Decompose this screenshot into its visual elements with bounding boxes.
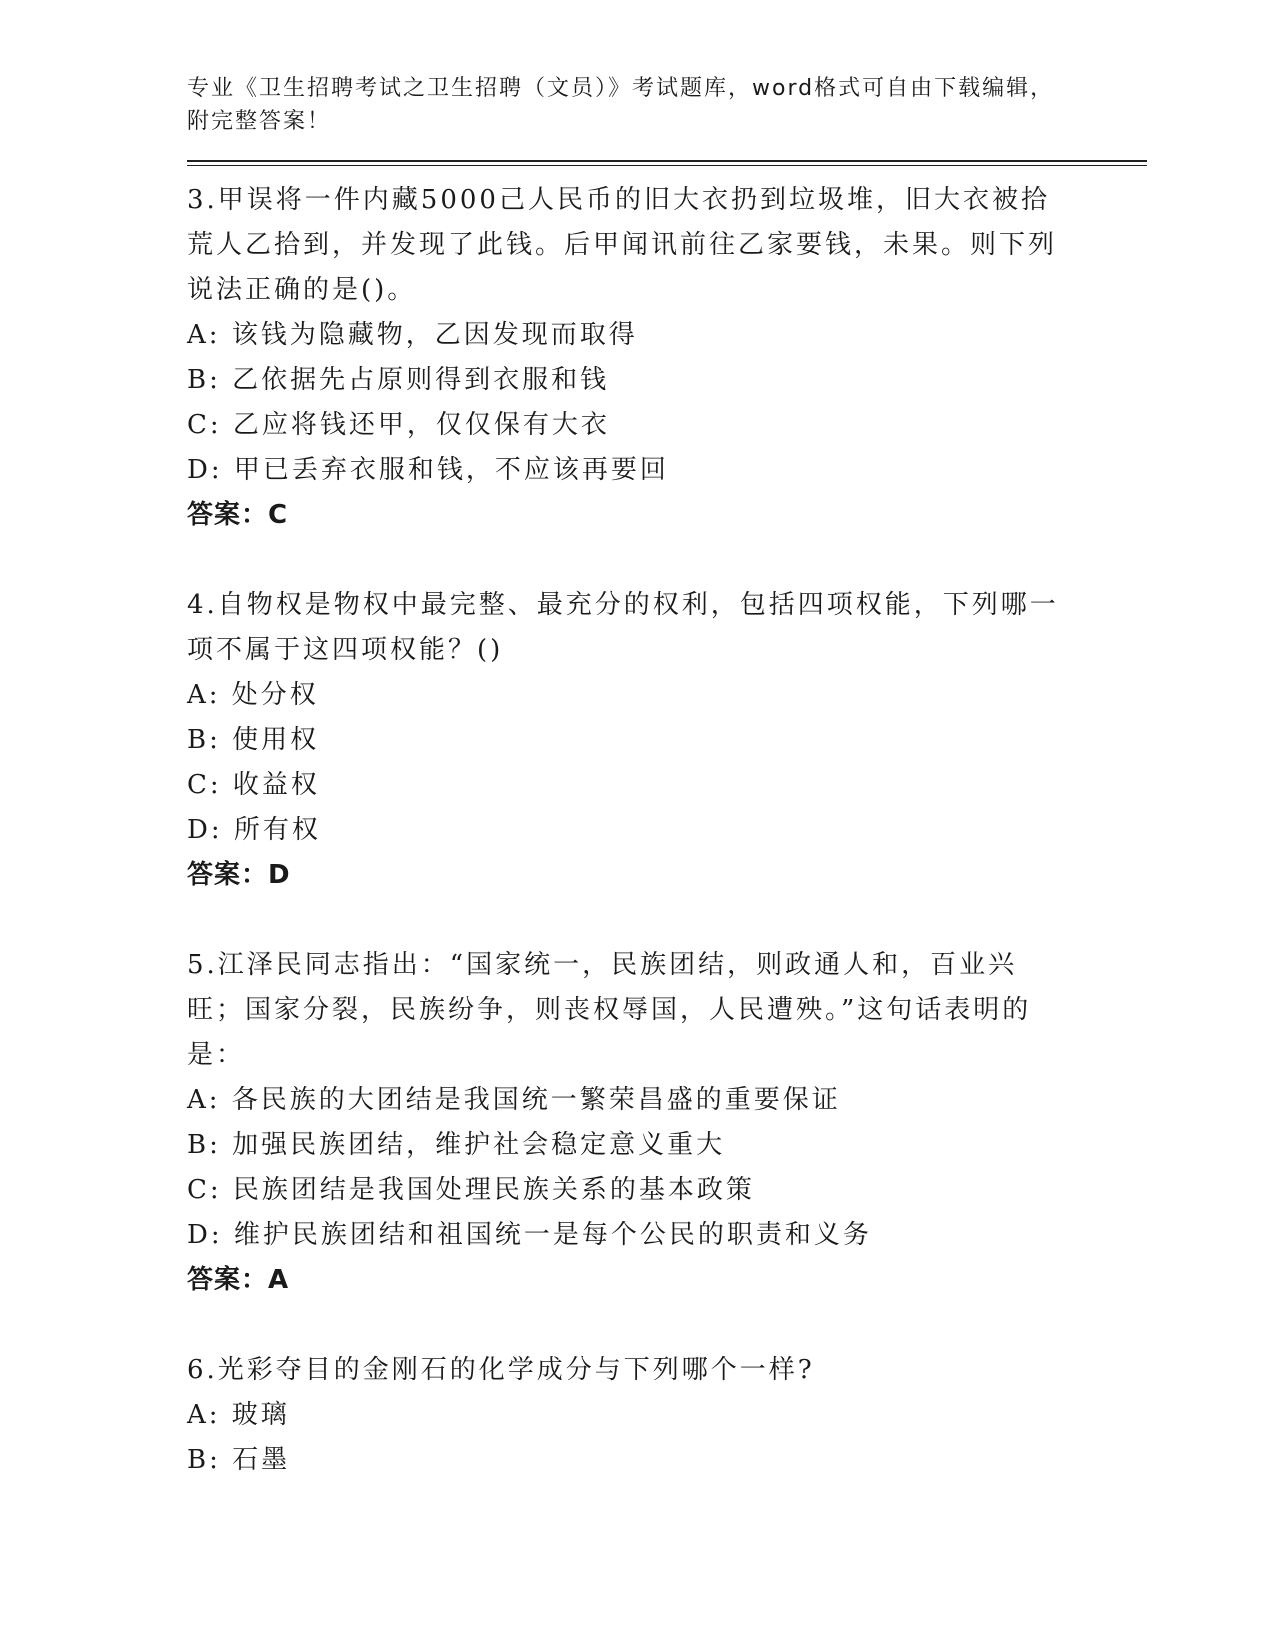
header-rule-thin [187,165,1147,166]
question-stem: 4.自物权是物权中最完整、最充分的权利，包括四项权能，下列哪一项不属于这四项权能？() [187,590,1059,665]
answer-label: 答案：A [187,1265,290,1295]
question-4 [187,583,1147,898]
option-b: B: 加强民族团结，维护社会稳定意义重大 [187,1130,726,1160]
option-d: D: 甲已丢弃衣服和钱，不应该再要回 [187,455,669,485]
answer-label: 答案：C [187,500,289,530]
document-header: 专业《卫生招聘考试之卫生招聘（文员）》考试题库，word格式可自由下载编辑，附完整答案！ [187,76,1055,134]
option-a: A: 各民族的大团结是我国统一繁荣昌盛的重要保证 [187,1085,841,1115]
option-d: D: 维护民族团结和祖国统一是每个公民的职责和义务 [187,1220,872,1250]
option-c: C: 民族团结是我国处理民族关系的基本政策 [187,1175,755,1205]
header-rule-thick [187,160,1147,162]
option-b: B: 乙依据先占原则得到衣服和钱 [187,365,610,395]
option-b: B: 使用权 [187,725,320,755]
document-page [187,72,1147,1528]
answer-label: 答案：D [187,860,291,890]
option-d: D: 所有权 [187,815,321,845]
question-stem: 3.甲误将一件内藏5000己人民币的旧大衣扔到垃圾堆，旧大衣被拾荒人乙拾到，并发现了此钱。后甲闻讯前往乙家要钱，未果。则下列说法正确的是()。 [187,185,1058,305]
option-a: A: 该钱为隐藏物，乙因发现而取得 [187,320,638,350]
question-stem: 5.江泽民同志指出：“国家统一，民族团结，则政通人和，百业兴旺；国家分裂，民族纷争，则丧权辱国，人民遭殃。”这句话表明的是： [187,950,1032,1070]
option-a: A: 处分权 [187,680,319,710]
option-b: B: 石墨 [187,1445,291,1475]
option-c: C: 乙应将钱还甲，仅仅保有大衣 [187,410,610,440]
question-stem: 6.光彩夺目的金刚石的化学成分与下列哪个一样? [187,1355,815,1385]
question-3 [187,178,1147,538]
question-list [187,178,1147,1483]
option-c: C: 收益权 [187,770,320,800]
option-a: A: 玻璃 [187,1400,290,1430]
question-5 [187,943,1147,1303]
question-6 [187,1348,1147,1483]
